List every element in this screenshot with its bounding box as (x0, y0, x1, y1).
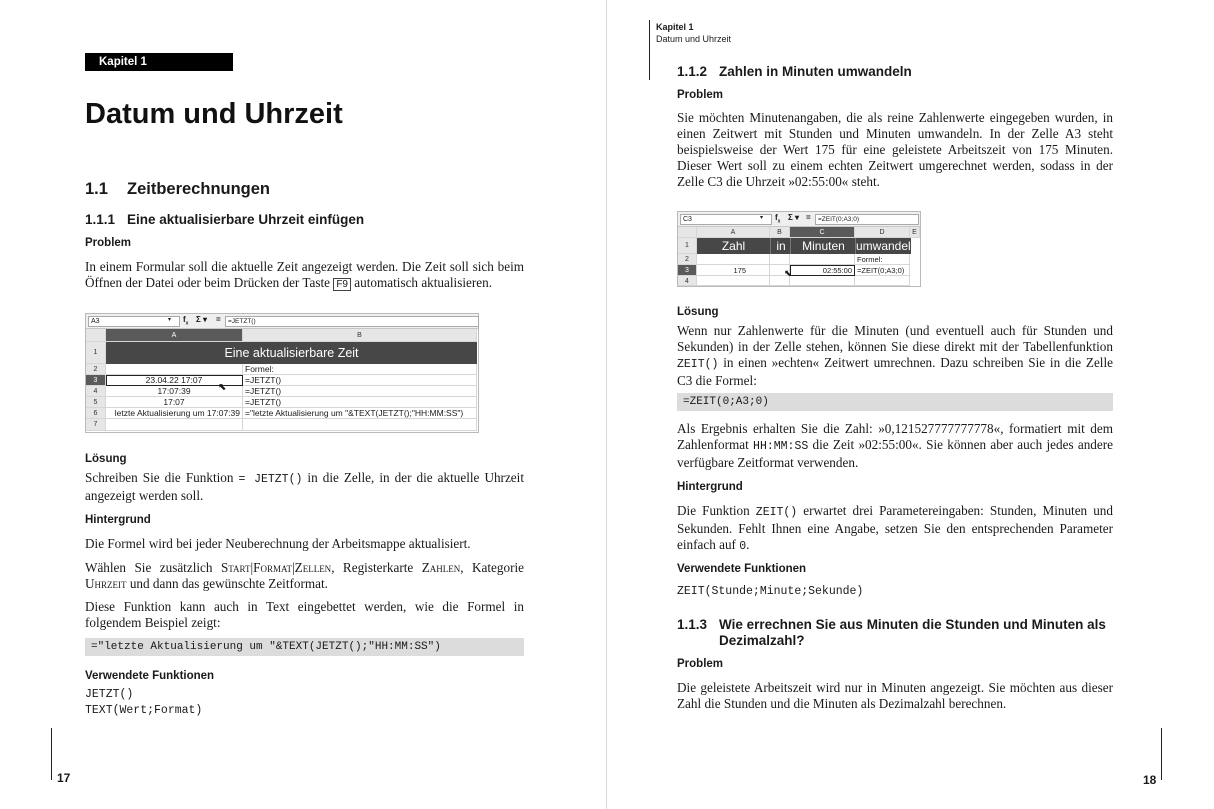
sheet-title-cell: Eine aktualisierbare Zeit (106, 342, 477, 364)
sum-icon: Σ ▾ (196, 315, 208, 324)
f9-key: F9 (333, 278, 351, 291)
result-text: Als Ergebnis erhalten Sie die Zahl: »0,121527777777778«, formatiert mit dem Zahlenformat HH:MM:SS die Zeit »02:55:00«. Sie können aber auch jedes andere verfügbare Zeitformat verwenden. (677, 421, 1114, 470)
column-header-d: D (855, 227, 910, 238)
problem-heading: Problem (85, 237, 132, 249)
right-page (607, 0, 1214, 809)
cell-a2 (697, 254, 770, 265)
spreadsheet-screenshot-zeit (677, 211, 921, 287)
sum-icon: Σ ▾ (788, 213, 800, 222)
background-text: Die Funktion ZEIT() erwartet drei Parametereingaben: Stunden, Minuten und Sekunden. Fehlt Ihnen eine Angabe, setzen Sie den entsprechenden Parameter einfach auf 0. (677, 503, 1113, 553)
corner-header (678, 227, 697, 238)
cell-d4 (855, 276, 910, 286)
header-cell-umwandeln: umwandeln (856, 239, 918, 253)
section-title: Zeitberechnungen (127, 180, 271, 198)
menu-path-text: Wählen Sie zusätzlich Start|Format|Zellen, Registerkarte Zahlen, Kategorie Uhrzeit und dann das gewünschte Zeitformat. (85, 560, 525, 591)
row-header-3: 3 (678, 265, 697, 276)
row-header-7: 7 (86, 419, 106, 431)
row-header-4: 4 (86, 386, 106, 397)
row-header-5: 5 (86, 397, 106, 408)
column-header-b: B (243, 329, 477, 342)
column-header-b: B (770, 227, 790, 238)
formula-input: =ZEIT(0;A3;0) (815, 214, 919, 225)
spreadsheet-screenshot-now (85, 313, 479, 433)
name-box: A3 (88, 316, 180, 327)
cell-a6: letzte Aktualisierung um 17:07:39 (106, 408, 243, 419)
function-wizard-icon: $f_x$ (775, 213, 781, 225)
subsection-number: 1.1.3 (677, 617, 708, 632)
subsection-number: 1.1.2 (677, 64, 708, 79)
row-header-1: 1 (86, 342, 106, 364)
equals-icon: = (216, 315, 221, 324)
cell-c3: 02:55:00 (790, 265, 855, 276)
mouse-cursor-icon: ⬉ (218, 382, 227, 393)
subsection-heading-2 (677, 617, 1113, 649)
cell-b2: Formel: (243, 364, 477, 375)
solution-heading: Lösung (85, 453, 127, 465)
column-header-c: C (790, 227, 855, 238)
problem-text: In einem Formular soll die aktuelle Zeit angezeigt werden. Die Zeit soll sich beim Öffnen der Datei oder beim Drücken der Taste F9 automatisch aktualisieren. (85, 259, 524, 290)
header-cell-in: in (770, 238, 791, 254)
subsection-heading (85, 212, 364, 227)
cell-c4 (790, 276, 855, 286)
cell-b2 (770, 254, 790, 265)
functions-heading: Verwendete Funktionen (677, 563, 807, 575)
embed-code-block: ="letzte Aktualisierung um "&TEXT(JETZT();"HH:MM:SS") (85, 638, 524, 656)
row-header-4: 4 (678, 276, 697, 286)
row-header-2: 2 (86, 364, 106, 375)
header-cell-minuten: Minuten (790, 238, 856, 254)
embed-text: Diese Funktion kann auch in Text eingebettet werden, wie die Formel in folgendem Beispiel zeigt: (85, 599, 524, 630)
page-rule (1161, 728, 1162, 780)
background-heading: Hintergrund (85, 514, 151, 526)
functions-heading: Verwendete Funktionen (85, 670, 215, 682)
subsection-title: Eine aktualisierbare Uhrzeit einfügen (127, 212, 365, 227)
cell-b7 (243, 419, 477, 431)
solution-code-block: =ZEIT(0;A3;0) (677, 393, 1113, 411)
solution-heading: Lösung (677, 306, 719, 318)
formula-input: =JETZT() (225, 316, 479, 327)
cell-b3: =JETZT() (243, 375, 477, 386)
cell-b5: =JETZT() (243, 397, 477, 408)
formula-bar (86, 314, 478, 329)
equals-icon: = (806, 213, 811, 222)
subsection-number: 1.1.1 (85, 212, 116, 227)
name-box: C3 (680, 214, 772, 225)
subsection-title: Wie errechnen Sie aus Minuten die Stunden und Minuten als Dezimalzahl? (719, 617, 1106, 648)
solution-text: Wenn nur Zahlenwerte für die Minuten (und eventuell auch für Stunden und Sekunden) in der Zelle stehen, können Sie diese direkt mit der Tabellenfunktion ZEIT() in einen »echten« Zeitwert umrechnen. Dazu schreiben Sie in die Zelle C3 die Formel: (677, 323, 1113, 388)
problem-text: Sie möchten Minutenangaben, die als reine Zahlenwerte eingegeben wurden, in einen Zeitwert mit Stunden und Minuten umwandeln. In der Zelle A3 steht beispielsweise der Wert 175 für eine geleistete Arbeitszeit von 175 Minuten. Dieser Wert soll zu einem echten Zeitwert umgerechnet werden, sodass in der Zelle C3 die Uhrzeit »02:55:00« steht. (677, 110, 1113, 189)
column-header-e: E (910, 227, 920, 238)
function-item: TEXT(Wert;Format) (85, 704, 203, 717)
cell-a4: 17:07:39 (106, 386, 243, 397)
problem-heading: Problem (677, 89, 724, 101)
row-header-3: 3 (86, 375, 106, 386)
cell-a3: 175 (697, 265, 770, 276)
subsection-heading (677, 64, 912, 79)
subsection-title: Zahlen in Minuten umwandeln (719, 64, 912, 79)
chapter-label: Kapitel 1 (85, 53, 233, 71)
solution-text: Schreiben Sie die Funktion = JETZT() in die Zelle, in der die aktuelle Uhrzeit angezeigt werden soll. (85, 470, 524, 503)
problem-text-2: Die geleistete Arbeitszeit wird nur in Minuten angezeigt. Sie möchten aus dieser Zahl die Stunden und die Minuten als Dezimalzahl berechnen. (677, 680, 1113, 711)
cell-a2 (106, 364, 243, 375)
row-header-1: 1 (678, 238, 697, 254)
corner-header (86, 329, 106, 342)
running-header-chapter: Kapitel 1 (656, 22, 694, 32)
background-text: Die Formel wird bei jeder Neuberechnung der Arbeitsmappe aktualisiert. (85, 536, 471, 551)
cell-a4 (697, 276, 770, 286)
page-rule (51, 728, 52, 780)
background-heading: Hintergrund (677, 481, 743, 493)
row-header-2: 2 (678, 254, 697, 265)
cell-a3: 23.04.22 17:07 (106, 375, 243, 386)
chapter-title: Datum und Uhrzeit (85, 98, 343, 130)
problem-heading-2: Problem (677, 658, 724, 670)
cell-d2: Formel: (855, 254, 910, 265)
chevron-down-icon: ▾ (168, 317, 172, 323)
function-wizard-icon: $f_x$ (183, 315, 189, 327)
cell-d3: =ZEIT(0;A3;0) (855, 265, 910, 276)
running-header-rule (649, 20, 650, 80)
cell-c2 (790, 254, 855, 265)
mouse-cursor-icon: ⬉ (784, 268, 792, 278)
function-item: JETZT() (85, 688, 134, 701)
function-item: ZEIT(Stunde;Minute;Sekunde) (677, 585, 864, 598)
section-number: 1.1 (85, 180, 108, 198)
page-number: 17 (57, 771, 71, 785)
section-heading (85, 180, 270, 199)
cell-b6: ="letzte Aktualisierung um "&TEXT(JETZT();"HH:MM:SS") (243, 408, 477, 419)
column-header-a: A (106, 329, 243, 342)
chevron-down-icon: ▾ (760, 215, 764, 221)
cell-b4: =JETZT() (243, 386, 477, 397)
column-header-a: A (697, 227, 770, 238)
cell-a5: 17:07 (106, 397, 243, 408)
left-page (0, 0, 606, 809)
solution-code: = JETZT() (238, 473, 303, 486)
header-cell-zahl: Zahl (697, 238, 770, 254)
page-number: 18 (1143, 773, 1157, 787)
running-header-title: Datum und Uhrzeit (656, 34, 732, 44)
formula-bar (678, 212, 920, 227)
cell-a7 (106, 419, 243, 431)
row-header-6: 6 (86, 408, 106, 419)
